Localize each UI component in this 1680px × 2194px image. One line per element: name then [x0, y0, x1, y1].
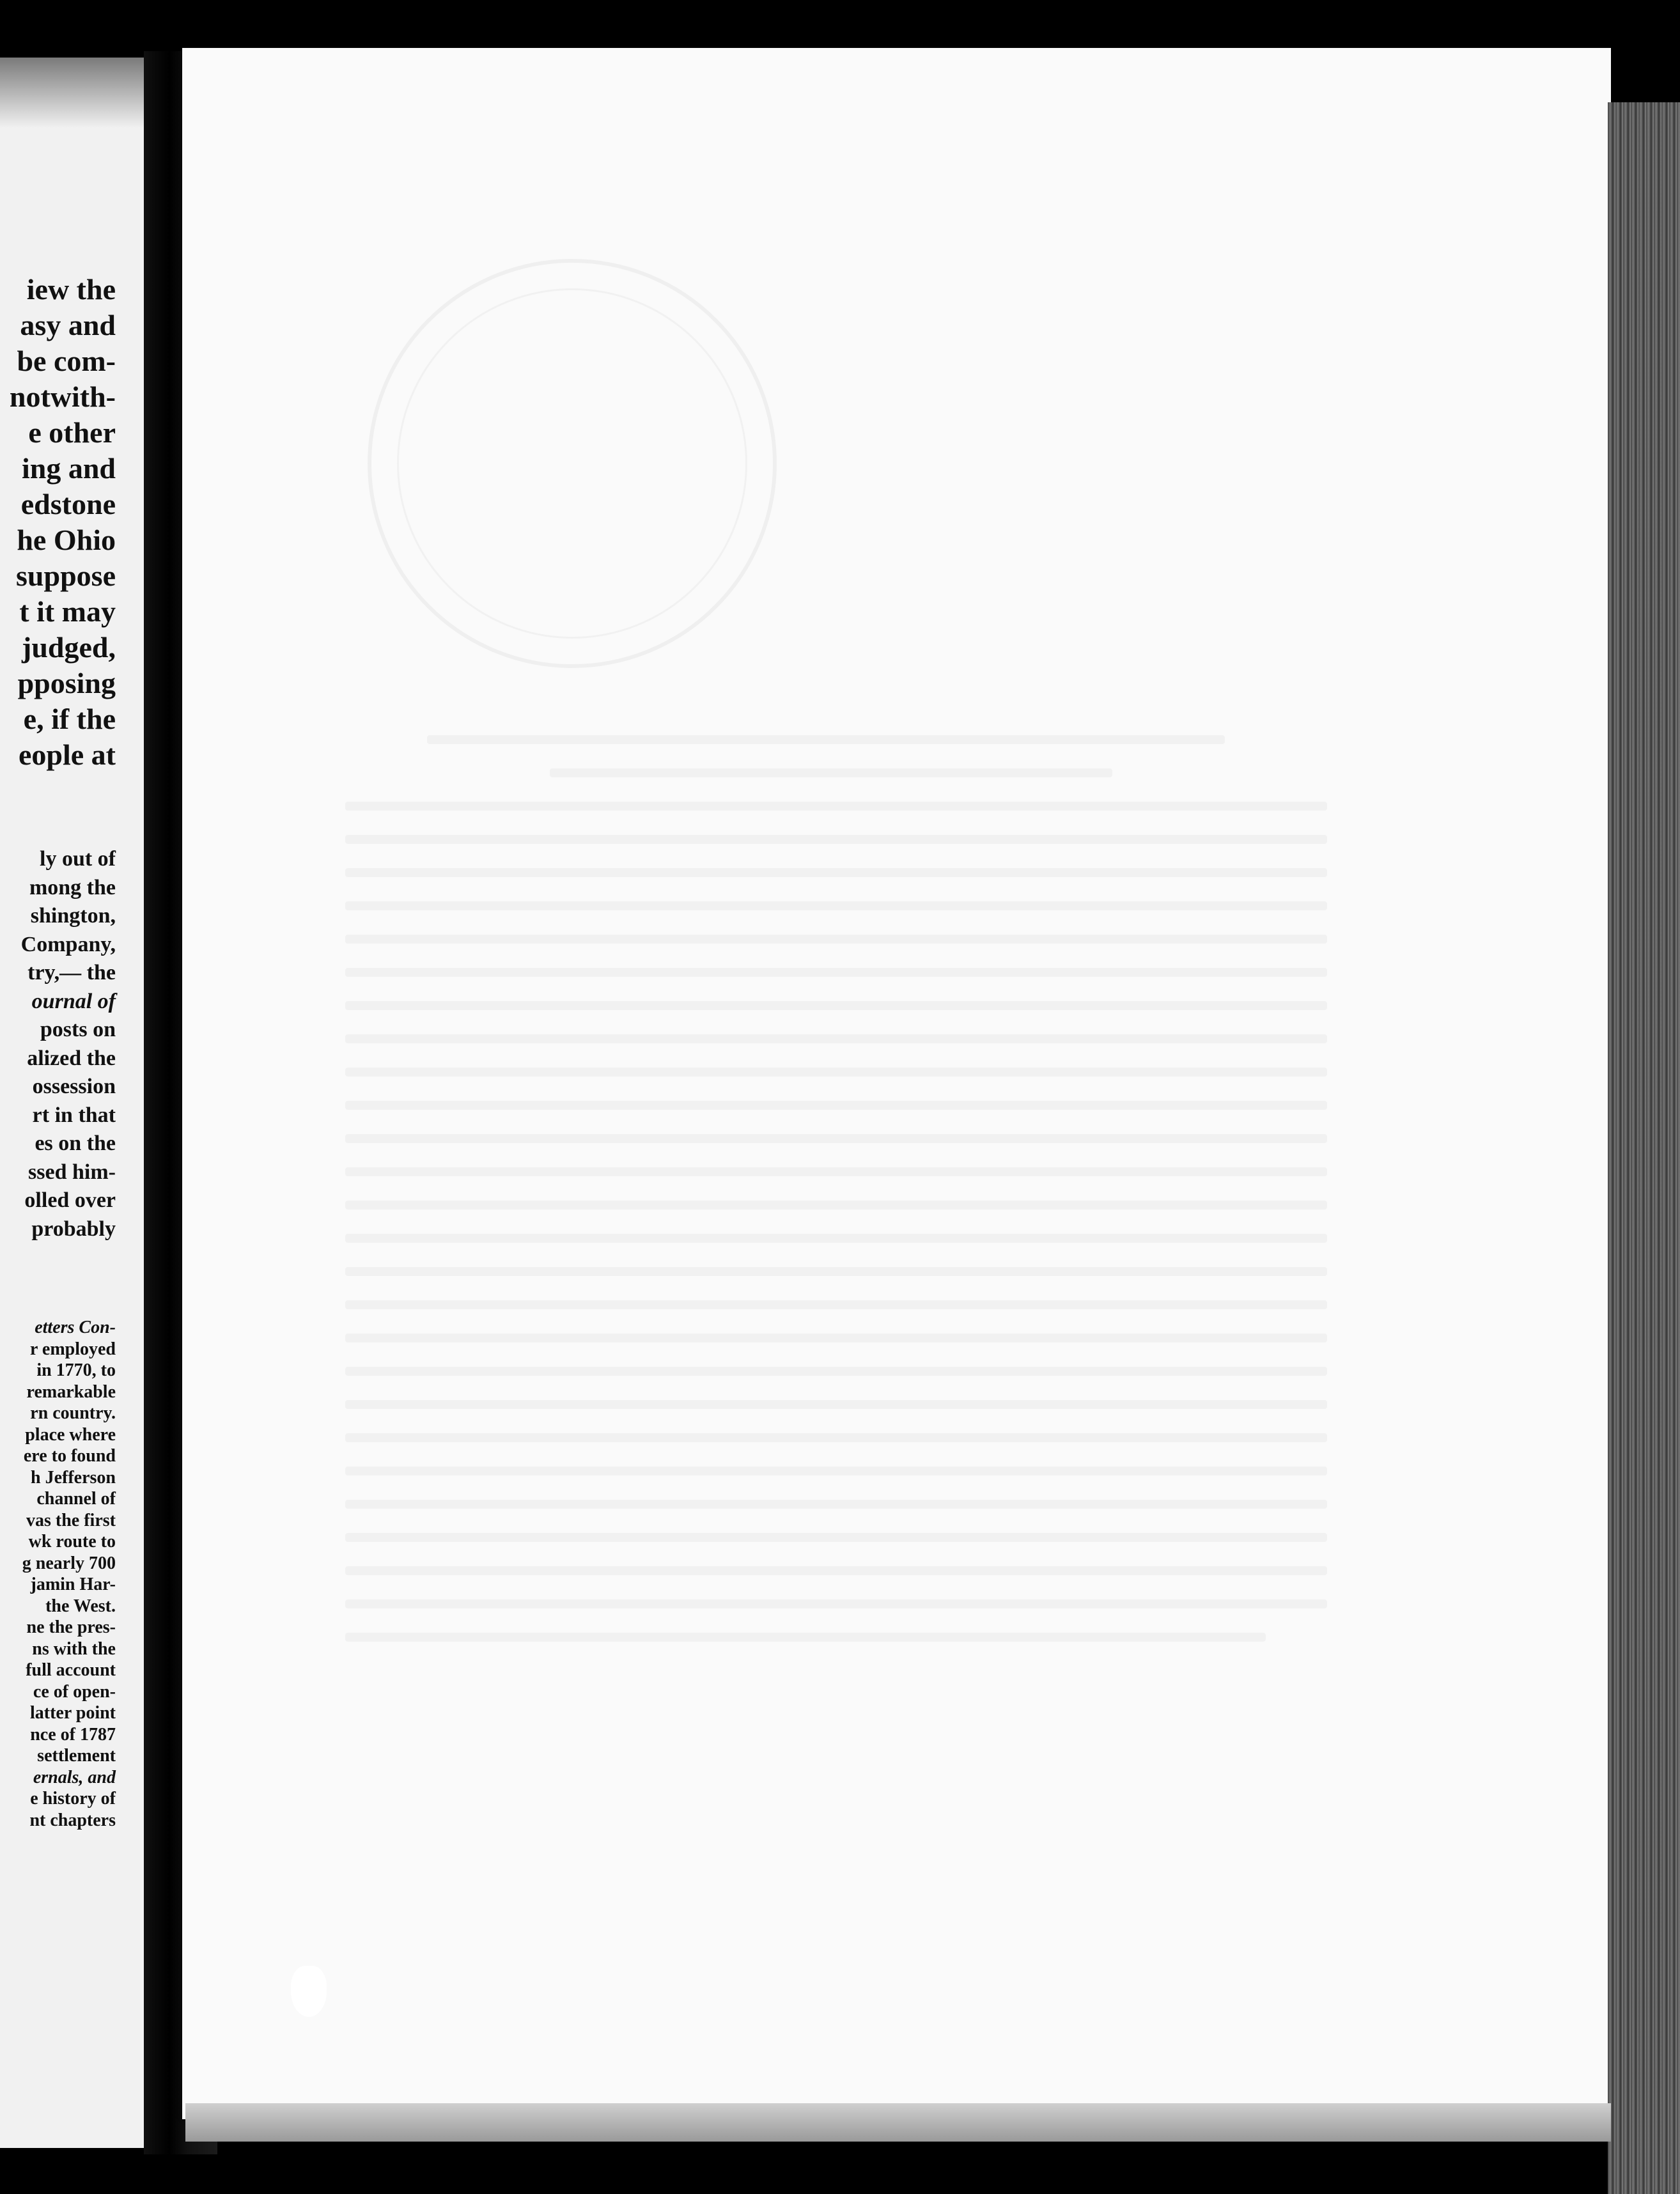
text-line: ournal of — [31, 989, 116, 1013]
text-line: r employed — [29, 1339, 116, 1359]
page-block-edges — [1608, 102, 1680, 2194]
faint-line — [345, 1001, 1327, 1010]
faint-line — [550, 768, 1112, 777]
left-page-text-block-1 — [10, 272, 116, 773]
text-line: ossession — [32, 1075, 116, 1098]
text-line: posts on — [40, 1018, 116, 1041]
faint-line — [345, 1167, 1327, 1176]
faint-seal-emblem — [368, 259, 777, 668]
seal-inner-ring — [397, 288, 747, 639]
paper-fold-mark — [291, 1966, 327, 2017]
text-line: h Jefferson — [31, 1467, 116, 1488]
faint-line — [345, 1201, 1327, 1210]
text-line: latter point — [29, 1703, 116, 1723]
faint-line — [345, 1633, 1266, 1642]
text-line: eople at — [18, 738, 116, 771]
left-page-text-block-3 — [22, 1317, 116, 1831]
text-line: asy and — [20, 309, 116, 341]
faint-line — [345, 1433, 1327, 1442]
text-line: suppose — [16, 559, 116, 592]
faint-line — [345, 1334, 1327, 1342]
text-line: ing and — [21, 452, 116, 485]
text-line: ly out of — [40, 847, 116, 871]
faint-line — [345, 1101, 1327, 1110]
text-line: shington, — [30, 904, 116, 928]
text-line: place where — [25, 1424, 116, 1445]
text-line: e other — [28, 416, 116, 449]
text-line: the West. — [45, 1596, 116, 1616]
faint-line — [345, 868, 1327, 877]
text-line: notwith- — [9, 380, 116, 413]
faint-line — [345, 1467, 1327, 1475]
faint-line — [345, 1134, 1327, 1143]
faint-line — [345, 1267, 1327, 1276]
text-line: e history of — [30, 1789, 116, 1809]
faint-line — [345, 1234, 1327, 1243]
text-line: t it may — [19, 595, 116, 628]
text-line: mong the — [29, 875, 116, 899]
text-line: es on the — [35, 1132, 116, 1155]
text-line: probably — [31, 1217, 116, 1241]
text-line: remarkable — [26, 1381, 116, 1402]
text-line: nt chapters — [29, 1810, 116, 1830]
text-line: ssed him- — [28, 1160, 116, 1184]
text-line: olled over — [24, 1188, 116, 1212]
left-page — [0, 58, 157, 2148]
text-line: try,— the — [27, 961, 116, 984]
text-line: iew the — [26, 273, 116, 306]
text-line: nce of 1787 — [30, 1724, 116, 1745]
text-line: full account — [26, 1660, 116, 1680]
text-line: settlement — [37, 1746, 116, 1766]
faint-line — [345, 1034, 1327, 1043]
faint-line — [345, 901, 1327, 910]
faint-line — [345, 1566, 1327, 1575]
text-line: e, if the — [23, 703, 116, 735]
text-line: pposing — [17, 667, 116, 699]
faint-line — [345, 1367, 1327, 1376]
left-page-text-block-2 — [21, 845, 116, 1243]
faint-line — [345, 1533, 1327, 1542]
text-line: ce of open- — [33, 1681, 116, 1702]
faint-line — [345, 835, 1327, 844]
text-line: vas the first — [26, 1510, 116, 1530]
faint-line — [345, 935, 1327, 944]
text-line: ere to found — [23, 1446, 116, 1466]
faint-bleed-through-text — [345, 735, 1368, 1666]
faint-line — [345, 1400, 1327, 1409]
faint-line — [345, 1068, 1327, 1077]
text-line: in 1770, to — [36, 1360, 116, 1380]
faint-line — [427, 735, 1225, 744]
text-line: rn country. — [30, 1403, 116, 1423]
text-line: ne the pres- — [26, 1617, 116, 1637]
text-line: rt in that — [32, 1103, 116, 1127]
faint-line — [345, 968, 1327, 977]
faint-line — [345, 1500, 1327, 1509]
text-line: ernals, and — [33, 1767, 116, 1787]
text-line: wk route to — [28, 1532, 116, 1552]
text-line: channel of — [36, 1489, 116, 1509]
text-line: judged, — [22, 631, 116, 664]
text-line: Company, — [20, 932, 116, 956]
page-shadow — [0, 58, 157, 128]
text-line: etters Con- — [35, 1318, 116, 1337]
text-line: g nearly 700 — [22, 1553, 116, 1573]
text-line: alized the — [27, 1046, 116, 1070]
faint-line — [345, 1599, 1327, 1608]
text-line: ns with the — [32, 1638, 116, 1659]
faint-line — [345, 802, 1327, 811]
text-line: he Ohio — [17, 524, 116, 556]
page-bottom-edge — [185, 2103, 1611, 2142]
text-line: jamin Har- — [30, 1575, 116, 1594]
text-line: be com- — [17, 345, 116, 377]
text-line: edstone — [20, 488, 116, 520]
faint-line — [345, 1300, 1327, 1309]
